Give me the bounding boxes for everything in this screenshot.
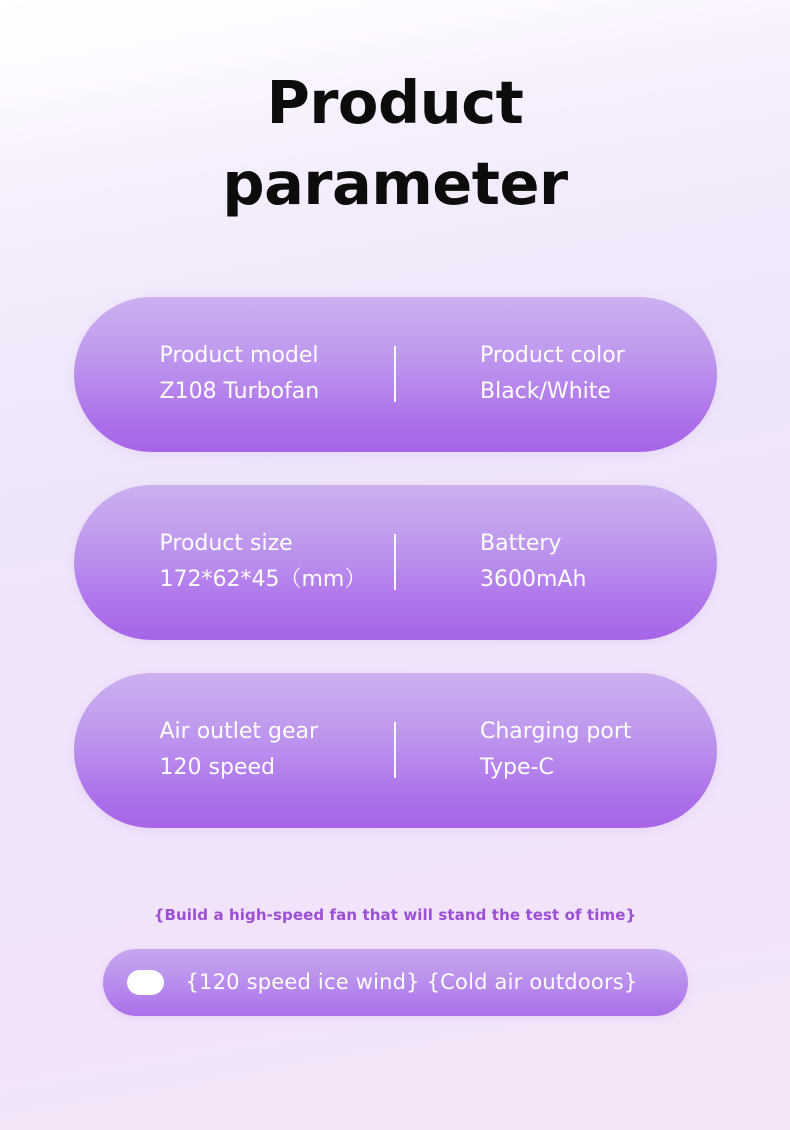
page-title-line-2: parameter bbox=[222, 149, 568, 219]
parameter-value: Black/White bbox=[480, 379, 611, 405]
parameter-card-left bbox=[74, 527, 397, 597]
parameter-card bbox=[74, 297, 717, 452]
page-title bbox=[0, 0, 790, 225]
parameter-label: Product color bbox=[480, 343, 625, 369]
parameter-card bbox=[74, 673, 717, 828]
card-divider bbox=[394, 346, 396, 402]
banner-wrapper bbox=[0, 949, 790, 1016]
parameter-card-right bbox=[396, 527, 717, 597]
parameter-card-right bbox=[396, 339, 717, 409]
parameter-card-left bbox=[74, 715, 397, 785]
page-title-line-1: Product bbox=[266, 68, 524, 137]
parameter-card bbox=[74, 485, 717, 640]
parameter-card-left bbox=[74, 339, 397, 409]
parameter-value: 3600mAh bbox=[480, 567, 587, 593]
parameter-label: Product size bbox=[159, 531, 293, 557]
card-divider bbox=[394, 722, 396, 778]
parameter-label: Battery bbox=[480, 531, 562, 557]
card-divider bbox=[394, 534, 396, 590]
parameter-label: Product model bbox=[159, 343, 319, 369]
pill-dot-icon bbox=[127, 970, 164, 995]
feature-banner bbox=[103, 949, 688, 1016]
parameter-card-list bbox=[0, 297, 790, 828]
parameter-value: Z108 Turbofan bbox=[159, 379, 320, 405]
parameter-value: 172*62*45（mm） bbox=[159, 567, 367, 593]
parameter-value: 120 speed bbox=[159, 755, 275, 781]
parameter-value: Type-C bbox=[480, 755, 554, 781]
parameter-label: Air outlet gear bbox=[159, 719, 319, 745]
parameter-label: Charging port bbox=[480, 719, 632, 745]
parameter-card-right bbox=[396, 715, 717, 785]
tagline: {Build a high-speed fan that will stand the test of time} bbox=[153, 905, 637, 924]
feature-banner-text: {120 speed ice wind} {Cold air outdoors} bbox=[185, 970, 638, 995]
